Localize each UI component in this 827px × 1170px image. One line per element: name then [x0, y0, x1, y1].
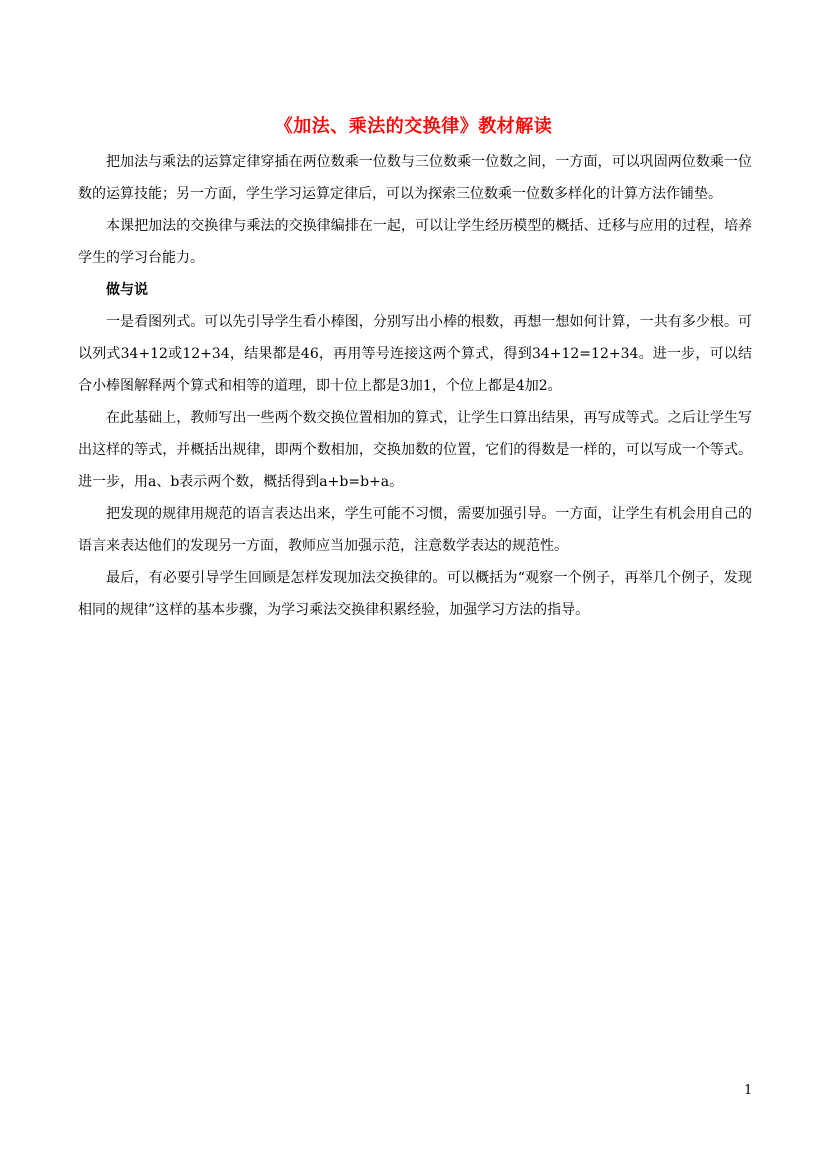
paragraph-section-2: 在此基础上，教师写出一些两个数交换位置相加的算式，让学生口算出结果，再写成等式。之后让学生写出这样的等式，并概括出规律，即两个数相加，交换加数的位置，它们的得数是一样的，可以写成一个等式。进一步，用a、b表示两个数，概括得到a+b=b+a。	[78, 410, 752, 490]
paragraph-section-4: 最后，有必要引导学生回顾是怎样发现加法交换律的。可以概括为“观察一个例子，再举几个例子，发现相同的规律”这样的基本步骤，为学习乘法交换律积累经验，加强学习方法的指导。	[78, 570, 752, 618]
paragraph-intro-2: 本课把加法的交换律与乘法的交换律编排在一起，可以让学生经历模型的概括、迁移与应用的过程，培养学生的学习台能力。	[78, 218, 752, 266]
paragraph-section-3: 把发现的规律用规范的语言表达出来，学生可能不习惯，需要加强引导。一方面，让学生有机会用自己的语言来表达他们的发现另一方面，教师应当加强示范，注意数学表达的规范性。	[78, 506, 752, 554]
document-title: 《加法、乘法的交换律》教材解读	[274, 116, 553, 137]
page-number: 1	[744, 1083, 753, 1098]
paragraph-intro-1: 把加法与乘法的运算定律穿插在两位数乘一位数与三位数乘一位数之间，一方面，可以巩固两位数乘一位数的运算技能；另一方面，学生学习运算定律后，可以为探索三位数乘一位数多样化的计算方法作铺垫。	[78, 154, 752, 202]
section-heading: 做与说	[106, 282, 148, 298]
paragraph-section-1: 一是看图列式。可以先引导学生看小棒图，分别写出小棒的根数，再想一想如何计算，一共有多少根。可以列式34+12或12+34，结果都是46，再用等号连接这两个算式，得到34+12=12+34。进一步，可以结合小棒图解释两个算式和相等的道理，即十位上都是3加1，个位上都是4加2。	[78, 314, 752, 394]
document-body	[78, 146, 752, 626]
